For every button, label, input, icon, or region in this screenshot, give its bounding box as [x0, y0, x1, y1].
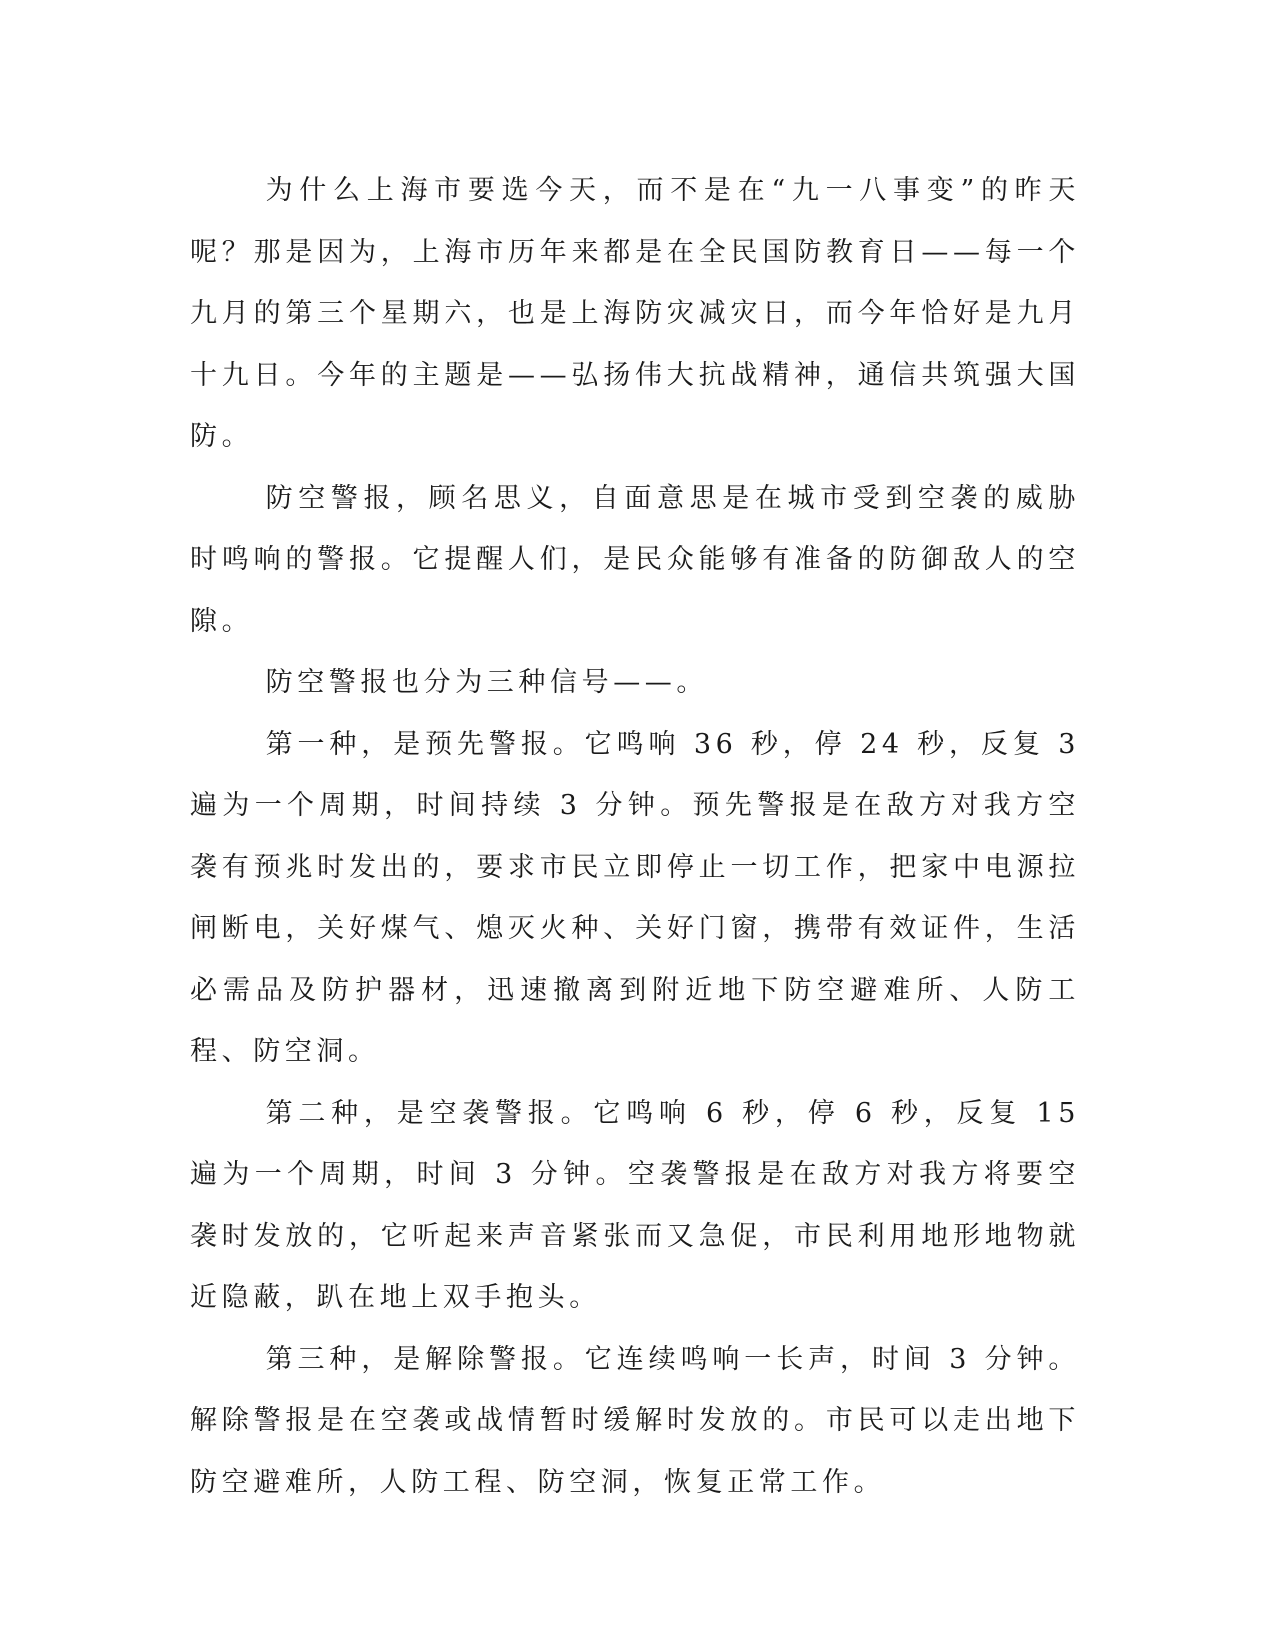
- paragraph-all-clear-alert: 第三种，是解除警报。它连续鸣响一长声，时间 3 分钟。解除警报是在空袭或战情暂时缓解时发放的。市民可以走出地下防空避难所，人防工程、防空洞，恢复正常工作。: [190, 1343, 1080, 1498]
- paragraph-signal-types: 防空警报也分为三种信号——。: [265, 667, 708, 698]
- paragraph-air-raid-alert: 第二种，是空袭警报。它鸣响 6 秒，停 6 秒，反复 15 遍为一个周期，时间 3 分钟。空袭警报是在敌方对我方将要空袭时发放的，它听起来声音紧张而又急促，市民利用地形地物就近隐蔽，趴在地上双手抱头。: [190, 1097, 1080, 1313]
- paragraph-definition: 防空警报，顾名思义，自面意思是在城市受到空袭的威胁时鸣响的警报。它提醒人们，是民众能够有准备的防御敌人的空隙。: [190, 482, 1080, 637]
- paragraph-intro: 为什么上海市要选今天，而不是在“九一八事变”的昨天呢？那是因为，上海市历年来都是在全民国防教育日——每一个九月的第三个星期六，也是上海防灾减灾日，而今年恰好是九月十九日。今年的主题是——弘扬伟大抗战精神，通信共筑强大国防。: [190, 175, 1080, 452]
- document-body: [190, 160, 1080, 1513]
- paragraph-preliminary-alert: 第一种，是预先警报。它鸣响 36 秒，停 24 秒，反复 3 遍为一个周期，时间持续 3 分钟。预先警报是在敌方对我方空袭有预兆时发出的，要求市民立即停止一切工作，把家中电源拉闸断电，关好煤气、熄灭火种、关好门窗，携带有效证件，生活必需品及防护器材，迅速撤离到附近地下防空避难所、人防工程、防空洞。: [190, 728, 1080, 1067]
